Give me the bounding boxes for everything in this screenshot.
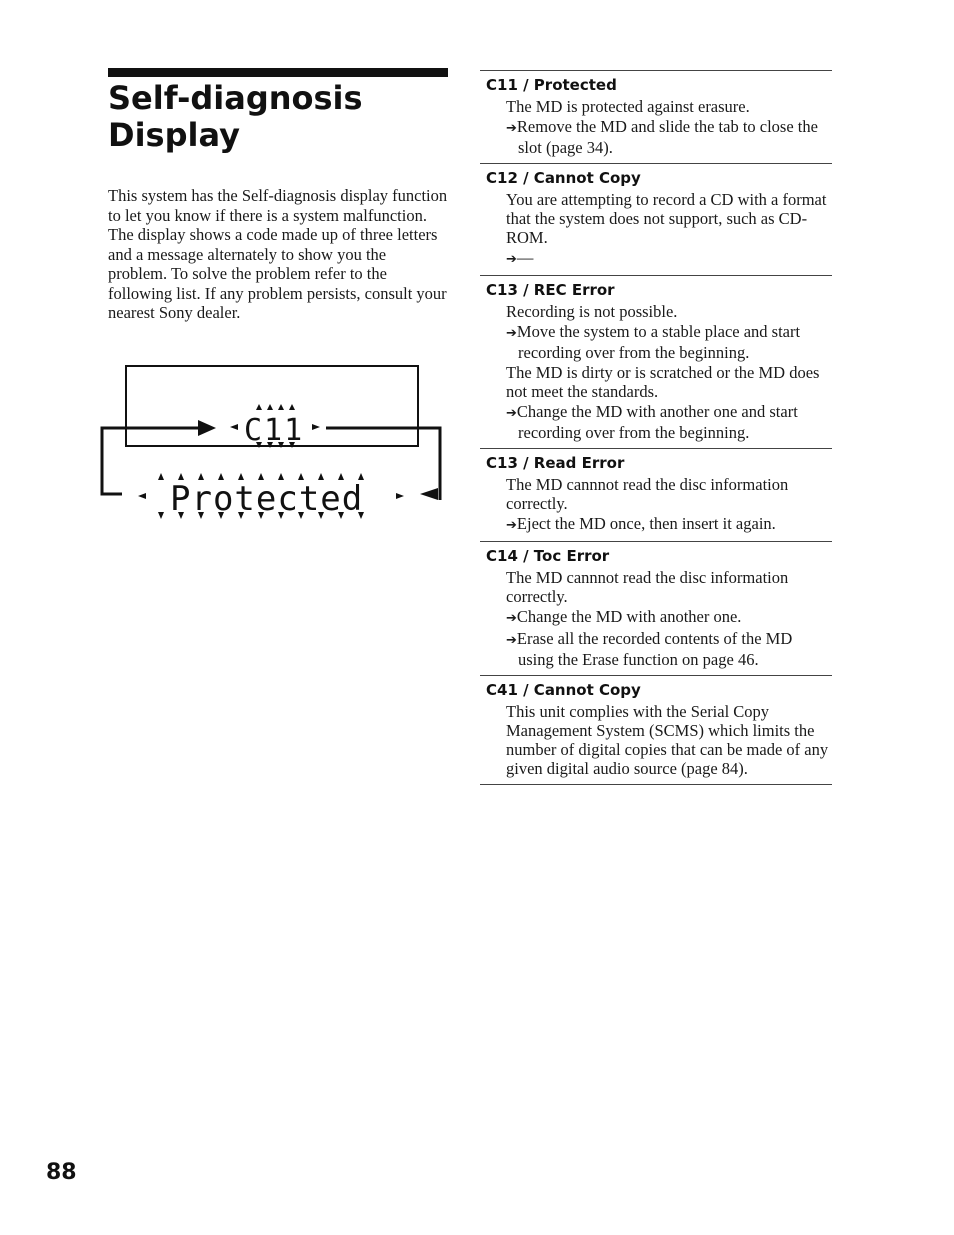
page-number: 88: [46, 1160, 77, 1185]
line-text: Recording is not possible.: [506, 302, 678, 321]
description-line: [506, 702, 832, 778]
remedy-line: [506, 322, 832, 362]
error-entry-title: C12 / Cannot Copy: [486, 169, 641, 187]
remedy-line: [506, 629, 832, 669]
line-text: Remove the MD and slide the tab to close the slot (page 34).: [516, 117, 818, 157]
error-entry: [480, 164, 832, 275]
display-illustration: [98, 360, 450, 530]
error-entry: [480, 276, 832, 448]
intro-paragraph: This system has the Self-diagnosis display function to let you know if there is a system malfunction. The display shows a code made up of three letters and a message alternately to show you the problem. To solve the problem refer to the following list. If any problem persists, consult your nearest Sony dealer.: [108, 186, 448, 322]
title-rule: [108, 68, 448, 77]
line-text: —: [516, 248, 534, 267]
arrow-right-icon: ➔: [506, 611, 517, 626]
line-text: The MD is protected against erasure.: [506, 97, 750, 116]
arrow-right-icon: ➔: [506, 633, 517, 648]
error-entry: [480, 449, 832, 541]
error-entry-title: C41 / Cannot Copy: [486, 681, 641, 699]
line-text: The MD is dirty or is scratched or the MD does not meet the standards.: [506, 363, 820, 401]
remedy-line: [506, 607, 832, 628]
line-text: This unit complies with the Serial Copy Management System (SCMS) which limits the number of digital copies that can be made of any given digital audio source (page 84).: [506, 702, 829, 778]
arrow-right-icon: ➔: [506, 252, 517, 267]
arrow-right-icon: ➔: [506, 121, 517, 136]
arrow-right-icon: ➔: [506, 518, 517, 533]
display-code: C11: [244, 413, 305, 448]
title-line-2: Display: [108, 116, 240, 154]
description-line: [506, 97, 832, 116]
line-text: Eject the MD once, then insert it again.: [516, 514, 776, 533]
line-text: You are attempting to record a CD with a format that the system does not support, such as CD-ROM.: [506, 190, 827, 247]
display-message: Protected: [170, 479, 364, 519]
line-text: Change the MD with another one.: [516, 607, 742, 626]
arrow-right-icon: ➔: [506, 406, 517, 421]
title-line-1: Self-diagnosis: [108, 79, 363, 117]
description-line: [506, 190, 832, 247]
arrow-left-icon: [420, 488, 438, 500]
entry-divider: [480, 784, 832, 785]
error-entry: [480, 676, 832, 784]
description-line: [506, 568, 832, 606]
error-entry-title: C14 / Toc Error: [486, 547, 610, 565]
error-entry-title: C13 / REC Error: [486, 281, 615, 299]
arrow-right-icon: ➔: [506, 326, 517, 341]
line-text: Move the system to a stable place and start recording over from the beginning.: [516, 322, 801, 362]
description-line: [506, 363, 832, 401]
description-line: [506, 475, 832, 513]
remedy-line: [506, 402, 832, 442]
line-text: Change the MD with another one and start recording over from the beginning.: [516, 402, 798, 442]
error-entry: [480, 71, 832, 163]
description-line: [506, 302, 832, 321]
remedy-line: [506, 514, 832, 535]
line-text: The MD cannnot read the disc information correctly.: [506, 568, 789, 606]
remedy-line: [506, 248, 832, 269]
line-text: The MD cannnot read the disc information correctly.: [506, 475, 789, 513]
line-text: Erase all the recorded contents of the MD using the Erase function on page 46.: [516, 629, 793, 669]
arrow-right-icon: [198, 420, 216, 436]
page-title: [108, 80, 448, 154]
error-entry: [480, 542, 832, 675]
remedy-line: [506, 117, 832, 157]
error-entry-title: C11 / Protected: [486, 76, 617, 94]
error-code-list: [480, 70, 832, 785]
error-entry-title: C13 / Read Error: [486, 454, 625, 472]
